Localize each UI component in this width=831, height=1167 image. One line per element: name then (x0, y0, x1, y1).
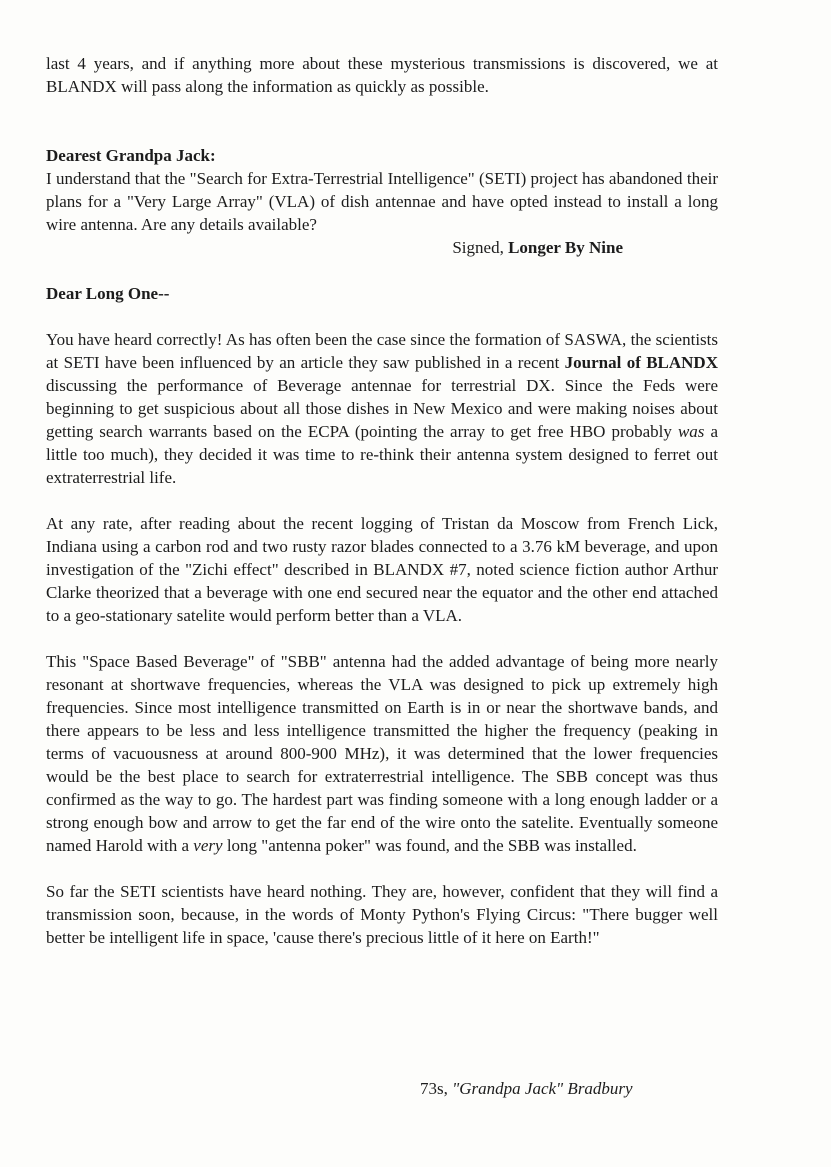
journal-title: Journal of BLANDX (564, 353, 718, 372)
intro-paragraph: last 4 years, and if anything more about these mysterious transmissions is discovered, we at BLANDX will pass along the information as quickly as possible. (46, 54, 718, 96)
reply-salutation: Dear Long One-- (46, 284, 170, 303)
reply-p1-text-a: You have heard correctly! As has often been the case since the formation of SASWA, the scientists at SETI have been influenced by an article they saw published in a recent (46, 330, 718, 372)
reply-paragraph-2: At any rate, after reading about the recent logging of Tristan da Moscow from French Lick, Indiana using a carbon rod and two rusty razor blades connected to a 3.76 kM beverage, and upon investigation of the "Zichi effect" described in BLANDX #7, noted science fiction author Arthur Clarke theorized that a beverage with one end secured near the equator and the other end attached to a geo-stationary satelite would perform better than a VLA. (46, 514, 718, 625)
reply-paragraph-3 (46, 650, 718, 857)
reply-p1-text-c: discussing the performance of Beverage antennae for terrestrial DX. Since the Feds were beginning to get suspicious about all those dishes in New Mexico and were making noises about getting search warrants based on the ECPA (pointing the array to get free HBO probably (46, 376, 718, 441)
reply-p3-text-c: long "antenna poker" was found, and the SBB was installed. (222, 836, 637, 855)
signed-label: Signed, (452, 238, 509, 257)
reply-p3-text-a: This "Space Based Beverage" of "SBB" antenna had the added advantage of being more nearly resonant at shortwave frequencies, whereas the VLA was designed to pick up extremely high frequencies. Since most intelligence transmitted on Earth is in or near the shortwave bands, and there appears to be less and less intelligence transmitted the higher the frequency (peaking in terms of vacuousness at around 800-900 MHz), it was determined that the lower frequencies would be the best place to search for extraterrestrial intelligence. The SBB concept was thus confirmed as the way to go. The hardest part was finding someone with a long enough ladder or a strong enough bow and arrow to get the far end of the wire onto the satelite. Eventually someone named Harold with a (46, 652, 718, 855)
reply-paragraph-1 (46, 328, 718, 489)
closing-signature (420, 1079, 633, 1099)
reply-paragraph-4: So far the SETI scientists have heard nothing. They are, however, confident that they will find a transmission soon, because, in the words of Monty Python's Flying Circus: "There bugger well better be intelligent life in space, 'cause there's precious little of it here on Earth!" (46, 882, 718, 947)
document-page (46, 52, 718, 949)
letter-salutation: Dearest Grandpa Jack: (46, 146, 216, 165)
signed-name: Longer By Nine (508, 238, 623, 257)
emphasis-was: was (677, 422, 705, 441)
emphasis-very: very (193, 836, 223, 855)
letter-signature (46, 236, 718, 259)
closing-prefix: 73s, (420, 1079, 453, 1098)
letter-body: I understand that the "Search for Extra-Terrestrial Intelligence" (SETI) project has abandoned their plans for a "Very Large Array" (VLA) of dish antennae and have opted instead to install a long wire antenna. Are any details available? (46, 169, 718, 234)
reply-p1-text-e: a little too much), they decided it was time to re-think their antenna system designed to ferret out extraterrestrial life. (46, 422, 719, 487)
closing-name: "Grandpa Jack" Bradbury (452, 1079, 633, 1098)
